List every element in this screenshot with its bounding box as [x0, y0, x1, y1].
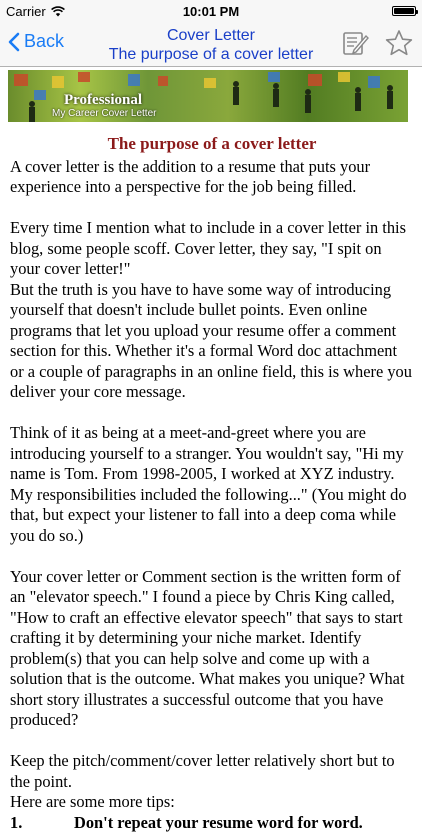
paragraph-4: Your cover letter or Comment section is the written form of an "elevator speech." I found a piece by Chris King called, "How to craft an effective elevator speech" that says to start crafting it by determining your niche market. Identify problem(s) that you can help solve and come up with a solution that is the outcome. What makes you unique? What short story illustrates a successful outcome that you have produced?: [10, 567, 414, 731]
paragraph-2b: But the truth is you have to have some way of introducing yourself that doesn't include bullet points. Even online programs that let you upload your resume offer a comment section for this. Whether it's a formal Word doc attachment or a couple of paragraphs in an online field, this is where you deliver your core message.: [10, 280, 414, 403]
nav-title: Cover Letter: [90, 26, 332, 45]
navigation-bar: [0, 22, 422, 67]
tip-item-1: [10, 813, 414, 833]
article-content: [10, 134, 414, 833]
carrier-label: Carrier: [6, 4, 46, 19]
tip-number: 1.: [10, 813, 74, 833]
paragraph-2a: Every time I mention what to include in a cover letter in this blog, some people scoff. Cover letter, they say, "I spit on your cover letter!": [10, 218, 414, 280]
paragraph-6: Here are some more tips:: [10, 792, 414, 813]
chevron-left-icon: [8, 32, 20, 52]
edit-note-icon[interactable]: [340, 28, 370, 58]
battery-icon: [392, 6, 416, 16]
paragraph-3: Think of it as being at a meet-and-greet where you are introducing yourself to a stranger. You wouldn't say, "Hi my name is Tom. From 1998-2005, I worked at XYZ industry. My responsibilities included the following..." (You might do that, but expect your listener to fall into a deep coma while you do so.): [10, 423, 414, 546]
battery-fill: [394, 8, 414, 14]
paragraph-5: Keep the pitch/comment/cover letter relatively short but to the point.: [10, 751, 414, 792]
status-time: 10:01 PM: [0, 4, 422, 19]
nav-icons: [340, 28, 414, 58]
star-icon[interactable]: [384, 28, 414, 58]
status-bar: [0, 0, 422, 22]
article-heading: The purpose of a cover letter: [10, 134, 414, 155]
banner-title: Professional: [64, 92, 142, 109]
nav-titles: [90, 26, 332, 64]
back-button[interactable]: [8, 31, 64, 52]
paragraph-1: A cover letter is the addition to a resume that puts your experience into a perspective for the job being filled.: [10, 157, 414, 198]
back-label: Back: [24, 31, 64, 52]
banner-subtitle: My Career Cover Letter: [52, 108, 156, 119]
nav-subtitle: The purpose of a cover letter: [90, 45, 332, 64]
tip-text: Don't repeat your resume word for word.: [74, 813, 363, 833]
banner-image: [8, 70, 408, 122]
